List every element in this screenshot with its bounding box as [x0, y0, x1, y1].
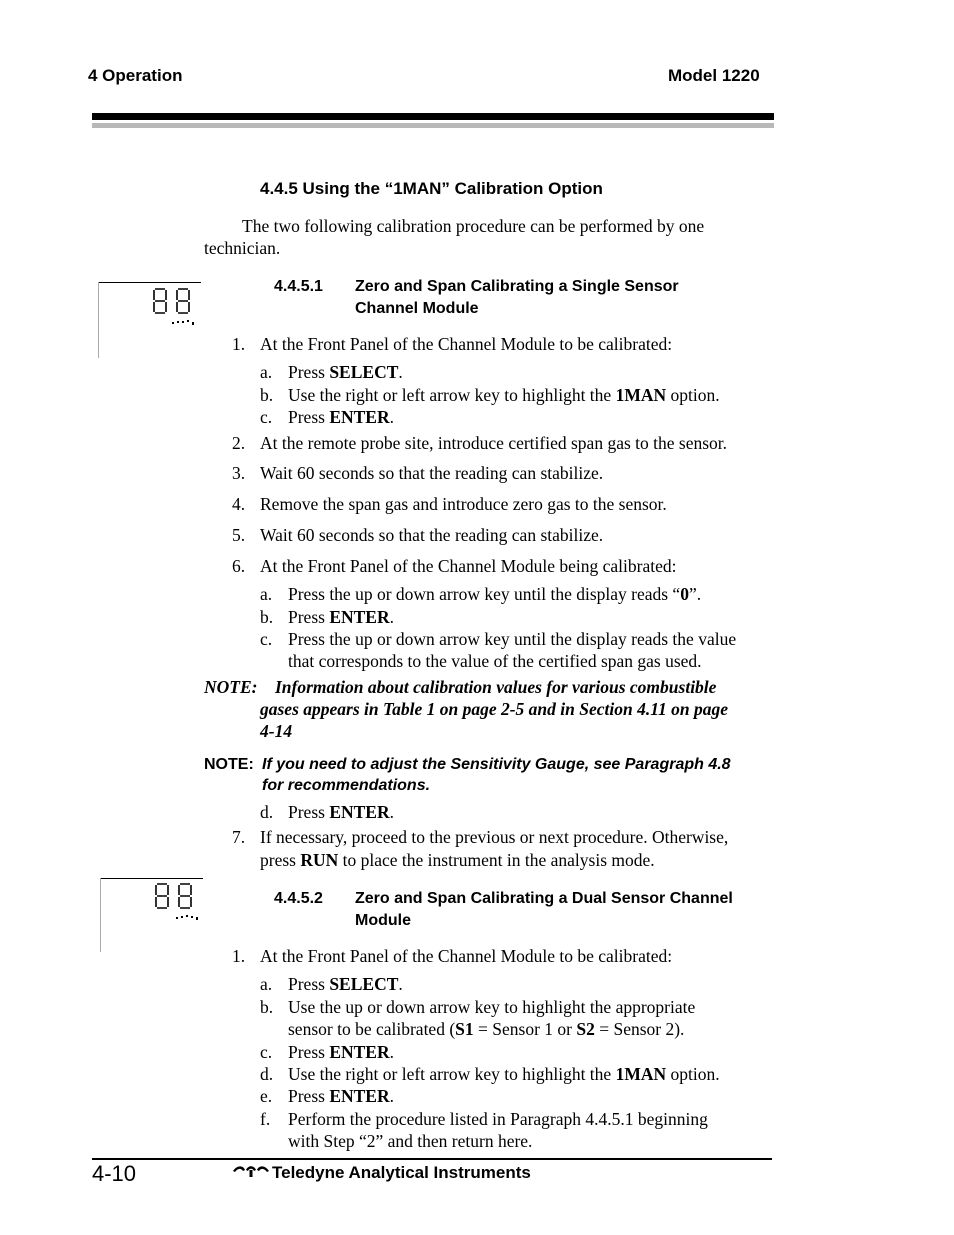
subsection-2-title-line-1: Zero and Span Calibrating a Dual Sensor Channel [355, 890, 733, 907]
teledyne-logo-icon [232, 1164, 270, 1178]
seven-segment-display-icon [98, 282, 202, 358]
substep-text-line-1: Use the up or down arrow key to highlight the appropriate [288, 997, 696, 1017]
substep-text: Press ENTER. [288, 802, 394, 822]
substep-text: Use the right or left arrow key to highlight the 1MAN option. [288, 385, 720, 405]
note-label: NOTE: [204, 677, 258, 697]
step-text-line-2: press RUN to place the instrument in the analysis mode. [260, 850, 655, 870]
note-label: NOTE: [204, 756, 254, 773]
note-text-line-1: Information about calibration values for various combustible [275, 677, 717, 697]
subsection-1-title-line-1: Zero and Span Calibrating a Single Sensor [355, 278, 679, 295]
step-number: 5. [232, 525, 246, 545]
substep-text-line-1: Press the up or down arrow key until the display reads the value [288, 629, 737, 649]
subsection-2-title-line-2: Module [355, 912, 411, 929]
substep-text: Press SELECT. [288, 362, 403, 382]
intro-line-1: The two following calibration procedure can be performed by one [242, 216, 705, 236]
substep-text-line-2: with Step “2” and then return here. [288, 1131, 533, 1151]
substep-text: Press the up or down arrow key until the display reads “0”. [288, 584, 702, 604]
substep-letter: a. [260, 974, 273, 994]
step-number: 1. [232, 334, 246, 354]
step-number: 6. [232, 556, 246, 576]
note-text-line-2: for recommendations. [262, 777, 431, 794]
subsection-1-title-line-2: Channel Module [355, 300, 479, 317]
substep-letter: b. [260, 385, 274, 405]
step-text: At the Front Panel of the Channel Module to be calibrated: [260, 946, 673, 966]
step-text: At the Front Panel of the Channel Module being calibrated: [260, 556, 677, 576]
substep-letter: c. [260, 407, 273, 427]
substep-letter: f. [260, 1109, 271, 1129]
substep-letter: a. [260, 362, 273, 382]
step-text: At the remote probe site, introduce certified span gas to the sensor. [260, 433, 728, 453]
step-text: Remove the span gas and introduce zero gas to the sensor. [260, 494, 667, 514]
substep-letter: b. [260, 607, 274, 627]
seven-segment-display-icon [100, 878, 204, 952]
step-number: 1. [232, 946, 246, 966]
step-text: Wait 60 seconds so that the reading can stabilize. [260, 463, 604, 483]
substep-letter: a. [260, 584, 273, 604]
substep-text: Press ENTER. [288, 1042, 394, 1062]
substep-letter: b. [260, 997, 274, 1017]
page-number: 4-10 [92, 1161, 137, 1186]
substep-letter: c. [260, 1042, 273, 1062]
substep-text-line-2: sensor to be calibrated (S1 = Sensor 1 or S2 = Sensor 2). [288, 1019, 685, 1039]
running-header-section: 4 Operation [88, 66, 183, 85]
substep-letter: c. [260, 629, 273, 649]
section-heading: 4.4.5 Using the “1MAN” Calibration Option [260, 179, 603, 198]
substep-letter: e. [260, 1086, 273, 1106]
step-text-line-1: If necessary, proceed to the previous or next procedure. Otherwise, [260, 827, 729, 847]
header-rule-shadow [92, 123, 774, 128]
footer-company: Teledyne Analytical Instruments [272, 1163, 531, 1182]
note-text-line-2: gases appears in Table 1 on page 2-5 and in Section 4.11 on page [260, 699, 728, 719]
step-number: 4. [232, 494, 246, 514]
subsection-1-number: 4.4.5.1 [274, 278, 323, 295]
subsection-2-number: 4.4.5.2 [274, 890, 323, 907]
step-number: 3. [232, 463, 246, 483]
substep-letter: d. [260, 802, 274, 822]
substep-text-line-2: that corresponds to the value of the certified span gas used. [288, 651, 702, 671]
step-number: 7. [232, 827, 246, 847]
intro-line-2: technician. [204, 238, 281, 258]
running-header-model: Model 1220 [668, 66, 760, 85]
note-text-line-3: 4-14 [260, 721, 293, 741]
substep-text: Press SELECT. [288, 974, 403, 994]
substep-text: Press ENTER. [288, 607, 394, 627]
header-rule-thick [92, 113, 774, 120]
substep-text-line-1: Perform the procedure listed in Paragraph 4.4.5.1 beginning [288, 1109, 708, 1129]
step-text: Wait 60 seconds so that the reading can stabilize. [260, 525, 604, 545]
note-text-line-1: If you need to adjust the Sensitivity Gauge, see Paragraph 4.8 [262, 756, 731, 773]
step-text: At the Front Panel of the Channel Module to be calibrated: [260, 334, 673, 354]
step-number: 2. [232, 433, 246, 453]
footer-rule [92, 1158, 772, 1160]
substep-text: Press ENTER. [288, 407, 394, 427]
substep-text: Press ENTER. [288, 1086, 394, 1106]
substep-letter: d. [260, 1064, 274, 1084]
substep-text: Use the right or left arrow key to highlight the 1MAN option. [288, 1064, 720, 1084]
